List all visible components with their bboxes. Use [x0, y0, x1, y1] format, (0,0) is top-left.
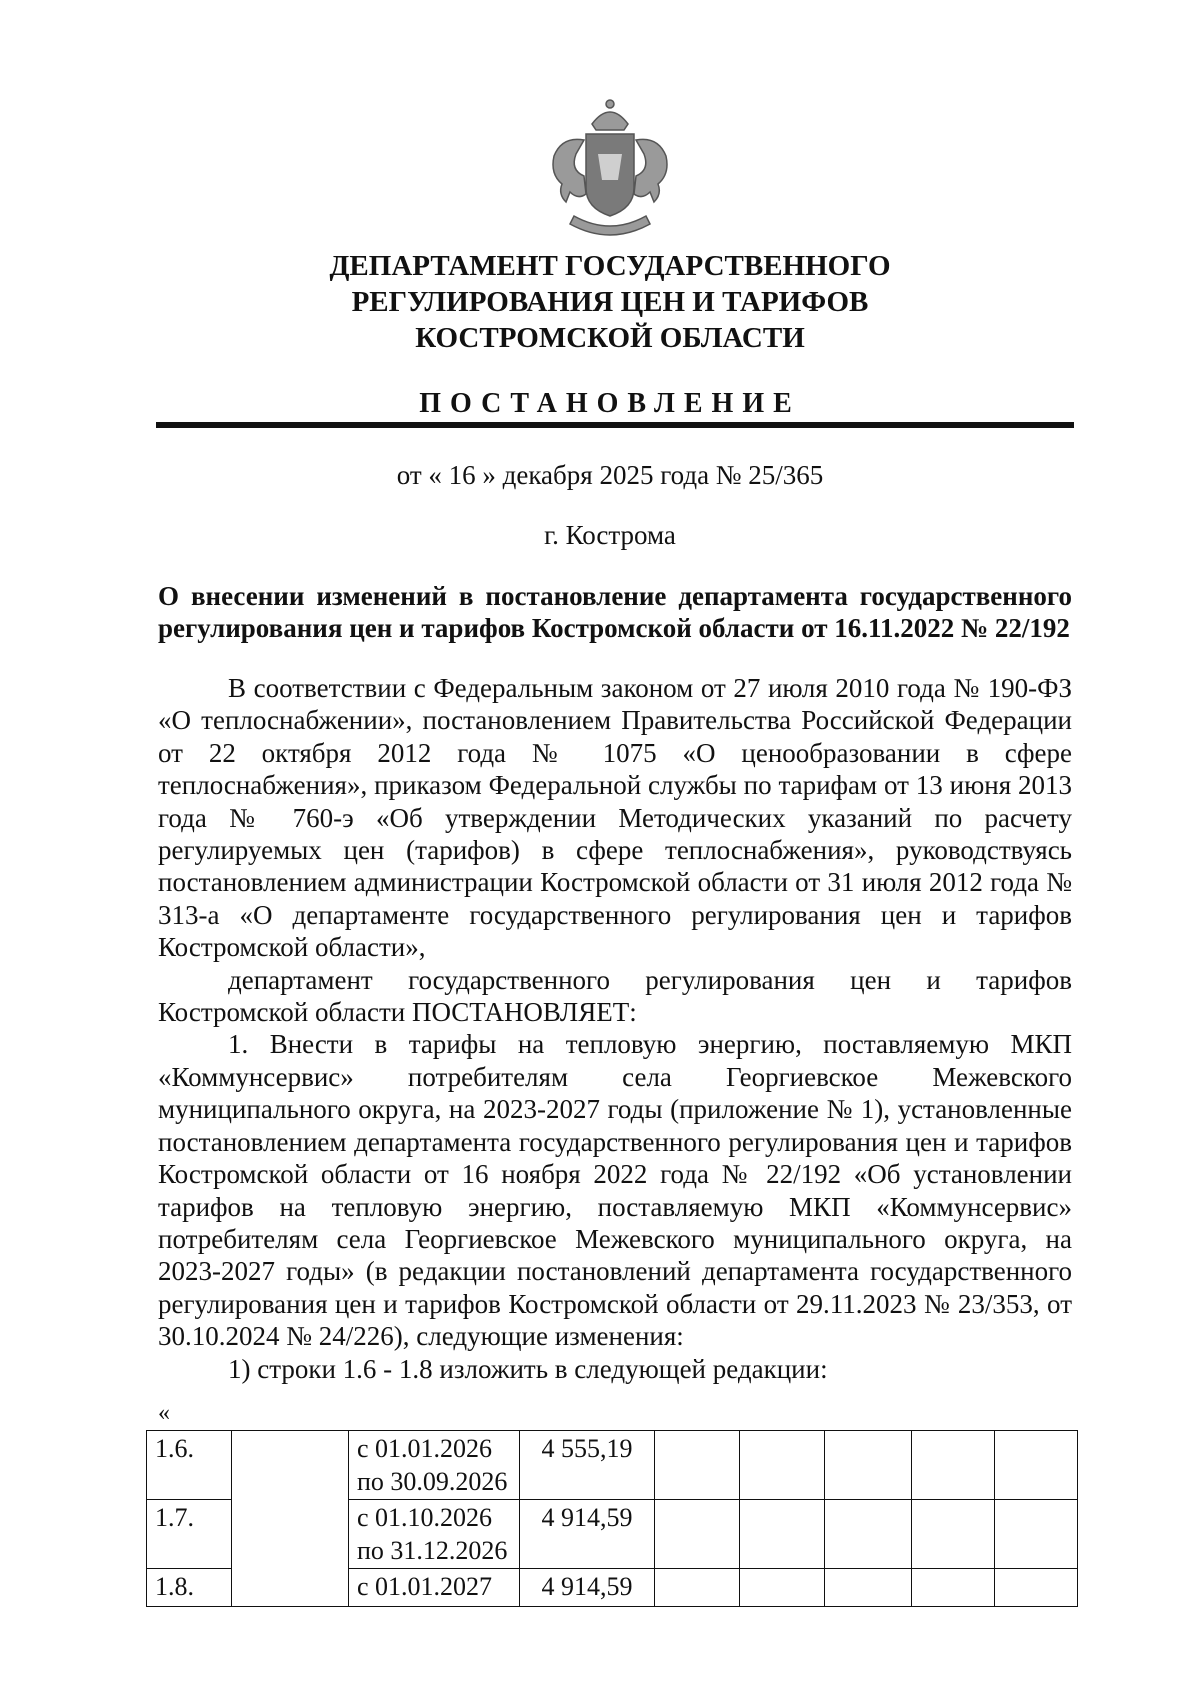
department-name-line-1: ДЕПАРТАМЕНТ ГОСУДАРСТВЕННОГО [329, 250, 891, 282]
empty-cell [995, 1431, 1078, 1500]
tariff-value: 4 914,59 [520, 1569, 655, 1607]
period-to: по 31.12.2026 [357, 1536, 508, 1565]
period-cell [349, 1500, 520, 1569]
empty-cell [825, 1431, 912, 1500]
empty-cell [232, 1431, 349, 1607]
empty-cell [655, 1569, 740, 1607]
department-name-line-3: КОСТРОМСКОЙ ОБЛАСТИ [415, 322, 805, 354]
item-1-paragraph: 1. Внести в тарифы на тепловую энергию, поставляемую МКП «Коммунсервис» потребителям села Георгиевское Межевского муниципального округа, на 2023-2027 годы (приложение № 1), установленные постановлением департамента государственного регулирования цен и тарифов Костромской области от 16 ноября 2022 года № 22/192 «Об установлении тарифов на тепловую энергию, поставляемую МКП «Коммунсервис» потребителям села Георгиевское Межевского муниципального округа, на 2023-2027 годы» (в редакции постановлений департамента государственного регулирования цен и тарифов Костромской области от 29.11.2023 № 23/353, от 30.10.2024 № 24/226), следующие изменения: [158, 1029, 1072, 1352]
empty-cell [825, 1500, 912, 1569]
tariff-value: 4 914,59 [520, 1500, 655, 1569]
empty-cell [912, 1500, 995, 1569]
empty-cell [740, 1500, 825, 1569]
empty-cell [655, 1431, 740, 1500]
date-number: от « 16 » декабря 2025 года № 25/365 [396, 460, 824, 490]
empty-cell [655, 1500, 740, 1569]
preamble-paragraph: В соответствии с Федеральным законом от 27 июля 2010 года № 190-ФЗ «О теплоснабжении», постановлением Правительства Российской Федерации от 22 октября 2012 года № 1075 «О ценообразовании в сфере теплоснабжения», приказом Федеральной службы по тарифам от 13 июня 2013 года № 760-э «Об утверждении Методических указаний по расчету регулируемых цен (тарифов) в сфере теплоснабжения», руководствуясь постановлением администрации Костромской области от 31 июля 2012 года № 313-а «О департаменте государственного регулирования цен и тарифов Костромской области», [158, 673, 1072, 963]
period-to: по 30.09.2026 [357, 1467, 508, 1496]
empty-cell [995, 1500, 1078, 1569]
row-number: 1.8. [147, 1569, 232, 1607]
period-cell [349, 1569, 520, 1607]
subitem-1-paragraph: 1) строки 1.6 - 1.8 изложить в следующей редакции: [228, 1353, 828, 1384]
row-number: 1.6. [147, 1431, 232, 1500]
header-divider [156, 422, 1074, 428]
period-from: с 01.01.2027 [357, 1572, 493, 1601]
table-row [147, 1431, 1078, 1500]
empty-cell [995, 1569, 1078, 1607]
document-type: ПОСТАНОВЛЕНИЕ [419, 388, 801, 419]
document-title: О внесении изменений в постановление департамента государственного регулирования цен и тарифов Костромской области от 16.11.2022 № 22/192 [158, 581, 1072, 643]
quote-open-mark: « [158, 1400, 170, 1426]
decree-paragraph: департамент государственного регулирования цен и тарифов Костромской области ПОСТАНОВЛЯЕТ: [158, 964, 1072, 1028]
city: г. Кострома [544, 520, 676, 550]
empty-cell [912, 1569, 995, 1607]
row-number: 1.7. [147, 1500, 232, 1569]
tariff-table [146, 1430, 1078, 1607]
tariff-value: 4 555,19 [520, 1431, 655, 1500]
period-from: с 01.10.2026 [357, 1503, 493, 1532]
coat-of-arms-icon [540, 96, 680, 246]
empty-cell [912, 1431, 995, 1500]
department-name-line-2: РЕГУЛИРОВАНИЯ ЦЕН И ТАРИФОВ [351, 286, 869, 318]
period-from: с 01.01.2026 [357, 1434, 493, 1463]
period-cell [349, 1431, 520, 1500]
empty-cell [825, 1569, 912, 1607]
document-body [158, 672, 1072, 1385]
empty-cell [740, 1431, 825, 1500]
empty-cell [740, 1569, 825, 1607]
